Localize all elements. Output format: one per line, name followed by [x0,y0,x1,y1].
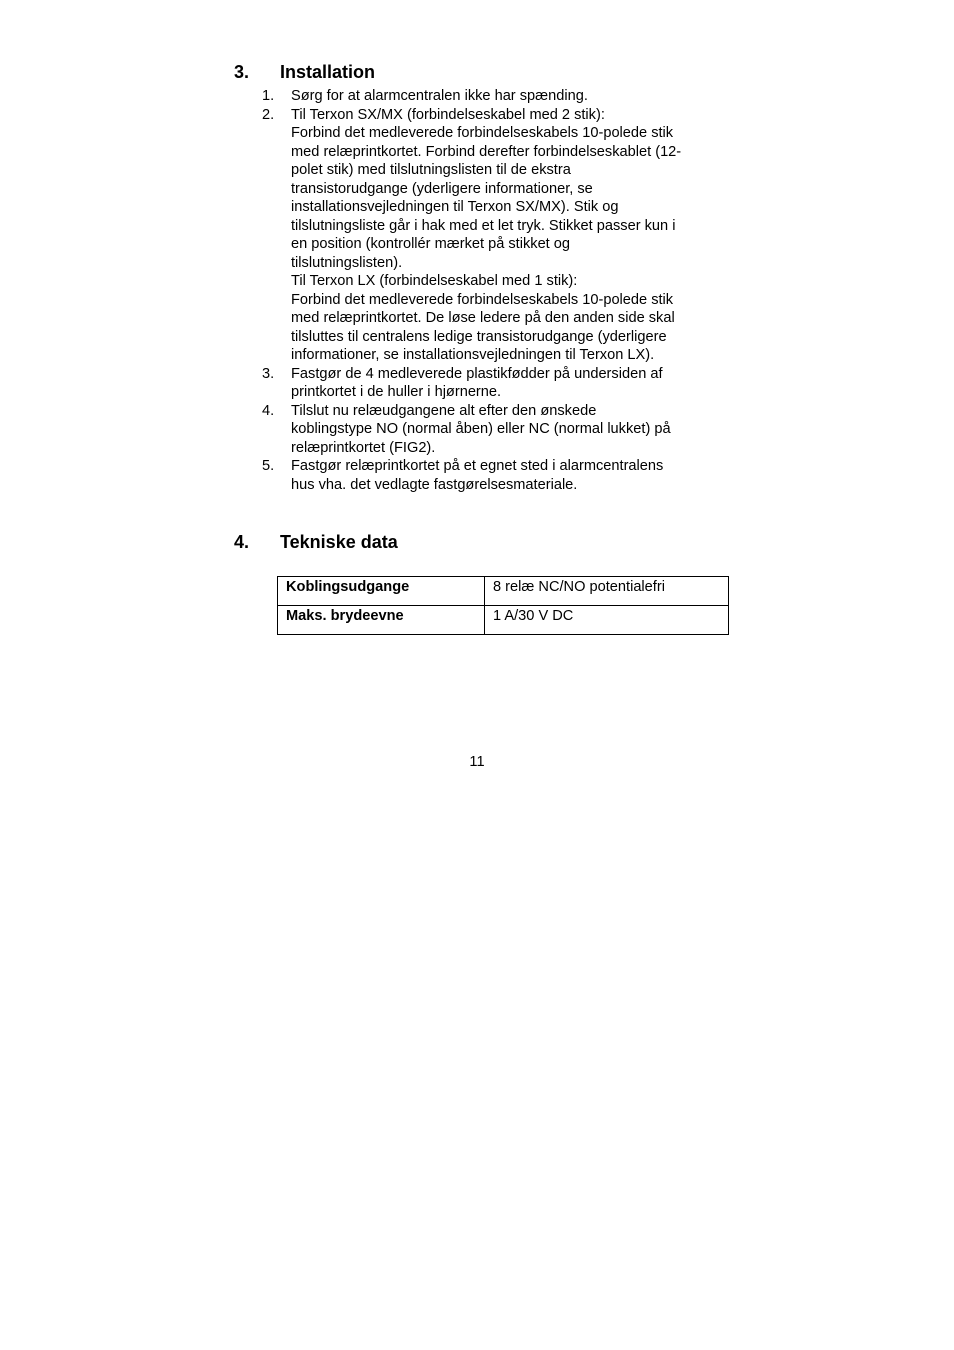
step-text-line: en position (kontrollér mærket på stikket og [291,236,571,252]
tech-section-number: 4. [234,532,250,552]
installation-heading [234,61,375,83]
step-text-line: Fastgør relæprintkortet på et egnet sted i alarmcentralens [291,458,664,474]
list-item [262,457,732,494]
step-text-line: Tilslut nu relæudgangene alt efter den ønskede [291,402,597,419]
step-text-line: med relæprintkortet. Forbind derefter forbindelseskablet (12- [291,143,682,160]
table-row [278,577,729,606]
step-text-line: Sørg for at alarmcentralen ikke har spænding. [291,88,588,104]
step-text-line: transistorudgange (yderligere informationer, se [291,180,593,197]
step-number: 2. [262,106,275,123]
step-text-line: Forbind det medleverede forbindelseskabels 10-polede stik [291,291,674,308]
step-text-line: relæprintkortet (FIG2). [291,439,436,456]
tech-data-table [277,576,729,635]
list-item [262,106,732,365]
step-number: 3. [262,365,275,382]
table-key-cell: Maks. brydeevne [278,606,485,635]
step-text-line: printkortet i de huller i hjørnerne. [291,384,502,400]
step-text-line: tilsluttes til centralens ledige transistorudgange (yderligere [291,328,667,345]
table-key-cell: Koblingsudgange [278,577,485,606]
step-number: 4. [262,402,275,419]
installation-steps-list [262,87,732,494]
step-text-line: tilslutningsliste går i hak med et let tryk. Stikket passer kun i [291,217,676,234]
step-number: 5. [262,458,275,474]
installation-section-number: 3. [234,62,250,82]
step-text-line: Fastgør de 4 medleverede plastikfødder på undersiden af [291,365,663,382]
list-item [262,87,732,106]
installation-title: Installation [280,62,376,82]
step-text-line: informationer, se installationsvejledningen til Terxon LX). [291,347,655,363]
list-item [262,365,732,402]
table-value-cell: 8 relæ NC/NO potentialefri [485,577,729,606]
step-number: 1. [262,88,275,104]
tech-data-heading [234,531,398,553]
step-text-line: Til Terxon LX (forbindelseskabel med 1 stik): [291,273,578,289]
page-number: 11 [469,754,485,770]
list-item [262,402,732,458]
table-value-cell: 1 A/30 V DC [485,606,729,635]
tech-title: Tekniske data [280,532,398,552]
table-row [278,606,729,635]
step-text-line: Forbind det medleverede forbindelseskabels 10-polede stik [291,125,674,141]
step-text-line: tilslutningslisten). [291,254,403,271]
step-text-line: polet stik) med tilslutningslisten til de ekstra [291,162,571,178]
step-text-line: installationsvejledningen til Terxon SX/MX). Stik og [291,199,619,215]
step-text-line: med relæprintkortet. De løse ledere på den anden side skal [291,310,675,326]
step-text-line: hus vha. det vedlagte fastgørelsesmateriale. [291,476,578,493]
step-text-line: Til Terxon SX/MX (forbindelseskabel med 2 stik): [291,106,605,123]
step-text-line: koblingstype NO (normal åben) eller NC (normal lukket) på [291,421,671,437]
